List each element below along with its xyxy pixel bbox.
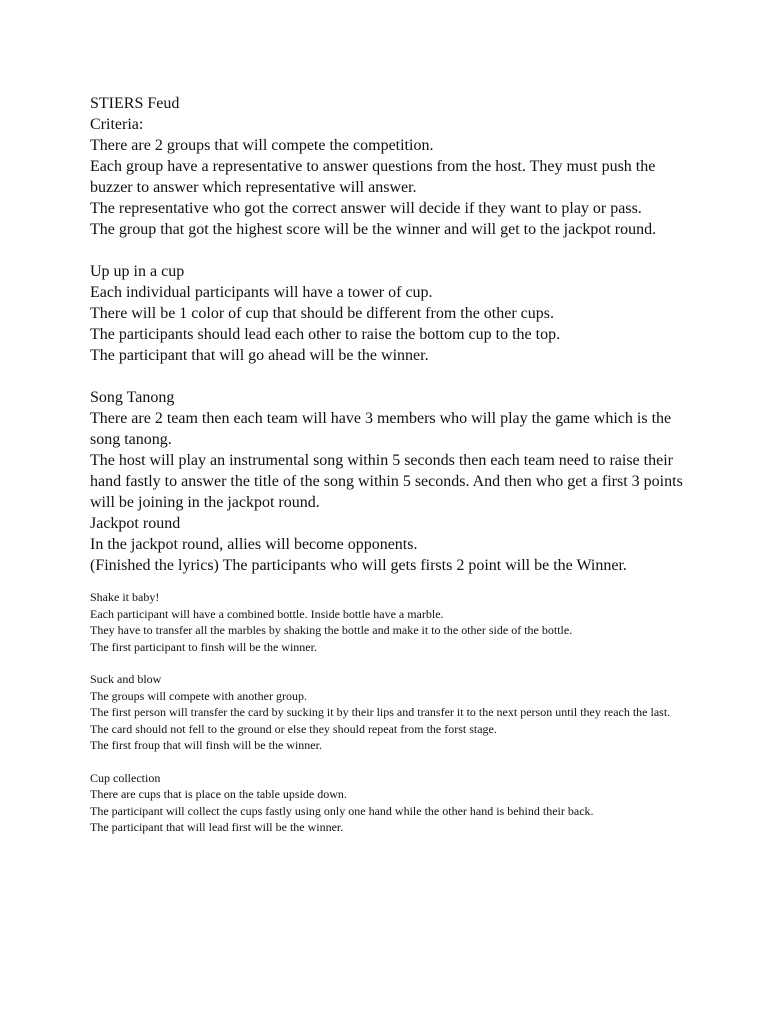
text-line: In the jackpot round, allies will become opponents. xyxy=(90,536,418,553)
section-title: Up up in a cup xyxy=(90,263,185,280)
section-spacer xyxy=(90,576,690,589)
section-spacer xyxy=(90,240,690,261)
section-title: STIERS Feud xyxy=(90,95,180,112)
section-song-tanong xyxy=(90,387,690,576)
text-line: (Finished the lyrics) The participants who will gets firsts 2 point will be the Winner. xyxy=(90,557,627,574)
text-line: The participant that will lead first will be the winner. xyxy=(90,820,344,834)
text-line: Each group have a representative to answer questions from the host. They must push the buzzer to answer which representative will answer. xyxy=(90,158,656,196)
text-line: Criteria: xyxy=(90,116,144,133)
section-shake-it-baby xyxy=(90,589,690,655)
text-line: The participant that will go ahead will be the winner. xyxy=(90,347,429,364)
section-title: Cup collection xyxy=(90,770,161,785)
text-line: The participant will collect the cups fastly using only one hand while the other hand is behind their back. xyxy=(90,803,594,818)
text-line: The first participant to finsh will be the winner. xyxy=(90,639,317,654)
text-line: The host will play an instrumental song within 5 seconds then each team need to raise their hand fastly to answer the title of the song within 5 seconds. And then who get a first 3 points will be joining in the jackpot round. xyxy=(90,452,683,511)
text-line: Each participant will have a combined bottle. Inside bottle have a marble. xyxy=(90,606,444,621)
section-title: Suck and blow xyxy=(90,672,162,686)
section-title: Shake it baby! xyxy=(90,590,160,604)
section-spacer xyxy=(90,655,690,671)
section-stiers-feud xyxy=(90,93,690,240)
section-cup-collection xyxy=(90,770,690,836)
text-line: The participants should lead each other to raise the bottom cup to the top. xyxy=(90,326,561,343)
section-spacer xyxy=(90,754,690,770)
text-line: The card should not fell to the ground or else they should repeat from the forst stage. xyxy=(90,721,497,736)
section-up-up-in-a-cup xyxy=(90,261,690,366)
section-suck-and-blow xyxy=(90,671,690,754)
text-line: The first person will transfer the card by sucking it by their lips and transfer it to the next person until they reach the last. xyxy=(90,705,671,719)
text-line: There are 2 team then each team will have 3 members who will play the game which is the song tanong. xyxy=(90,410,672,448)
text-line: There are cups that is place on the table upside down. xyxy=(90,787,347,801)
text-line: There are 2 groups that will compete the competition. xyxy=(90,137,434,154)
text-line: The first froup that will finsh will be the winner. xyxy=(90,738,322,752)
jackpot-round-heading: Jackpot round xyxy=(90,515,181,532)
document-page xyxy=(90,93,690,836)
text-line: The groups will compete with another group. xyxy=(90,688,307,703)
text-line: Each individual participants will have a tower of cup. xyxy=(90,284,433,301)
section-spacer xyxy=(90,366,690,387)
text-line: The group that got the highest score will be the winner and will get to the jackpot round. xyxy=(90,221,657,238)
text-line: They have to transfer all the marbles by shaking the bottle and make it to the other side of the bottle. xyxy=(90,623,573,637)
text-line: There will be 1 color of cup that should be different from the other cups. xyxy=(90,305,555,322)
text-line: The representative who got the correct answer will decide if they want to play or pass. xyxy=(90,200,642,217)
section-title: Song Tanong xyxy=(90,389,175,406)
